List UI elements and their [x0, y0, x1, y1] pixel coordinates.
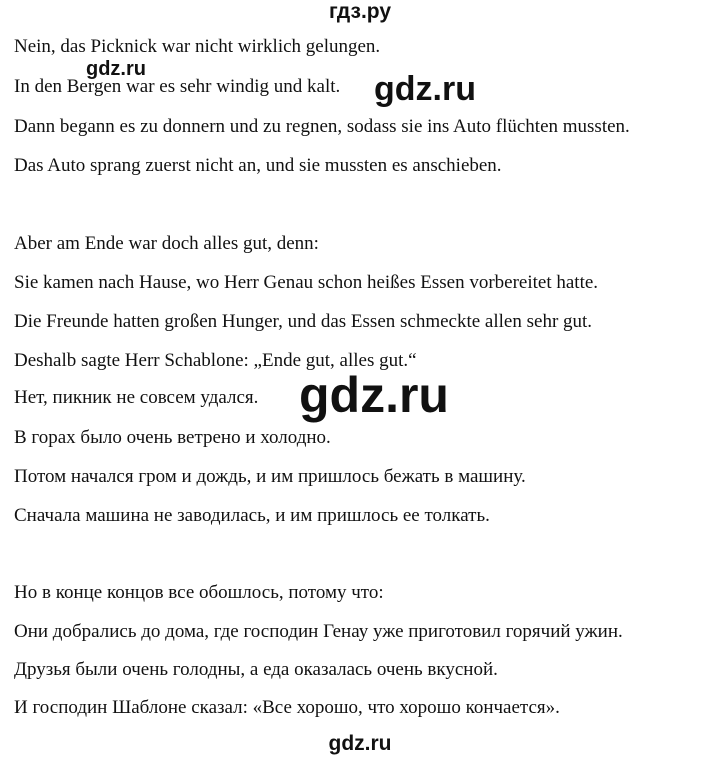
text-line: In den Bergen war es sehr windig und kalt.: [14, 76, 341, 97]
text-line: Nein, das Picknick war nicht wirklich gelungen.: [14, 36, 381, 57]
text-line: В горах было очень ветрено и холодно.: [14, 427, 331, 448]
header-site-name: гдз.ру: [328, 0, 392, 23]
text-line: Die Freunde hatten großen Hunger, und das Essen schmeckte allen sehr gut.: [14, 311, 593, 332]
text-line: Aber am Ende war doch alles gut, denn:: [14, 233, 319, 254]
text-line: Deshalb sagte Herr Schablone: „Ende gut, alles gut.“: [14, 350, 417, 371]
text-line: И господин Шаблоне сказал: «Все хорошо, что хорошо кончается».: [14, 697, 560, 718]
footer-site-name: gdz.ru: [328, 732, 392, 755]
text-line: Dann begann es zu donnern und zu regnen, sodass sie ins Auto flüchten mussten.: [14, 116, 630, 137]
watermark-large: gdz.ru: [299, 367, 449, 423]
text-line: Друзья были очень голодны, а еда оказалась очень вкусной.: [14, 659, 498, 680]
watermark-medium: gdz.ru: [374, 70, 476, 108]
text-line: Потом начался гром и дождь, и им пришлось бежать в машину.: [14, 466, 526, 487]
watermark-small: gdz.ru: [86, 58, 146, 80]
text-line: Но в конце концов все обошлось, потому что:: [14, 582, 384, 603]
text-line: Сначала машина не заводилась, и им пришлось ее толкать.: [14, 505, 490, 526]
text-line: Нет, пикник не совсем удался.: [14, 387, 259, 408]
text-line: Они добрались до дома, где господин Генау уже приготовил горячий ужин.: [14, 621, 623, 642]
text-line: Das Auto sprang zuerst nicht an, und sie mussten es anschieben.: [14, 155, 502, 176]
text-line: Sie kamen nach Hause, wo Herr Genau schon heißes Essen vorbereitet hatte.: [14, 272, 599, 293]
